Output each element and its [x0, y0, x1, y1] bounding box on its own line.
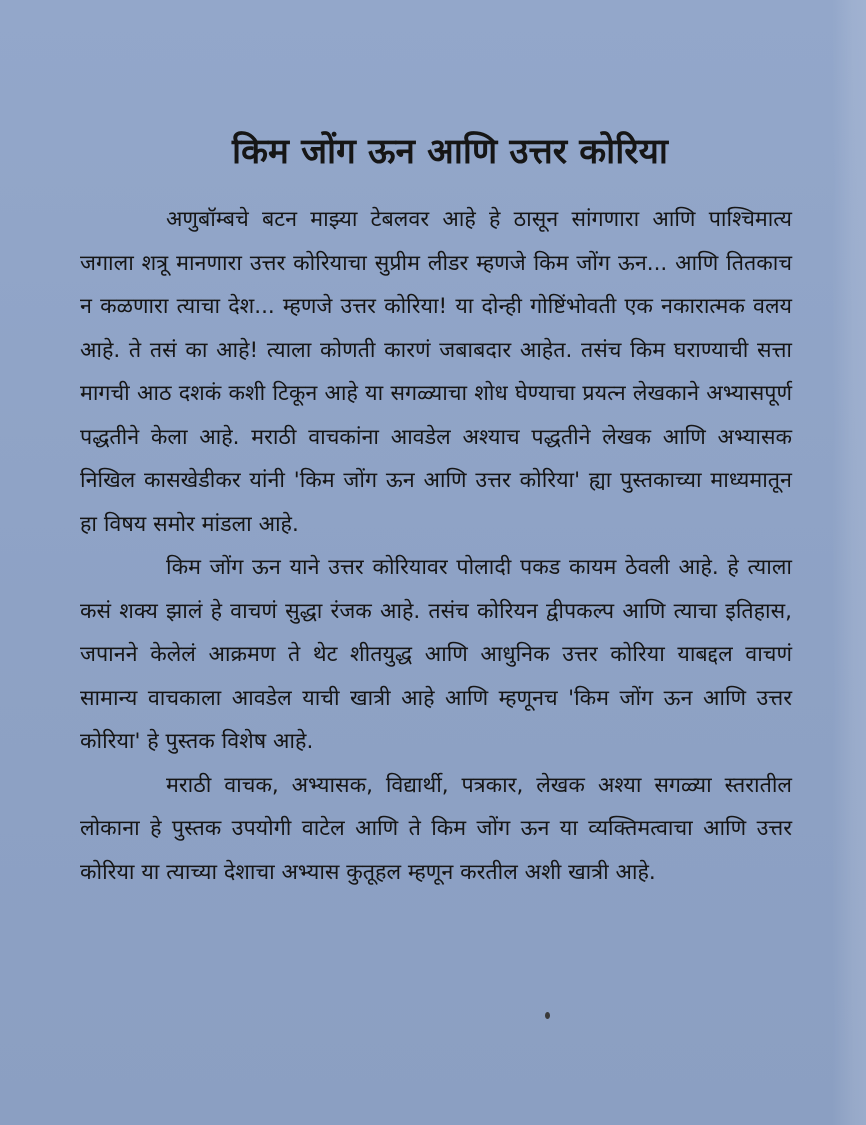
blurb-text	[80, 198, 792, 894]
blurb-paragraph-2: किम जोंग ऊन याने उत्तर कोरियावर पोलादी पकड कायम ठेवली आहे. हे त्याला कसं शक्य झालं हे वाचणं सुद्धा रंजक आहे. तसंच कोरियन द्वीपकल्प आणि त्याचा इतिहास, जपानने केलेलं आक्रमण ते थेट शीतयुद्ध आणि आधुनिक उत्तर कोरिया याबद्दल वाचणं सामान्य वाचकाला आवडेल याची खात्री आहे आणि म्हणूनच 'किम जोंग ऊन आणि उत्तर कोरिया' हे पुस्तक विशेष आहे.	[80, 555, 792, 754]
blurb-paragraph-1: अणुबॉम्बचे बटन माझ्या टेबलवर आहे हे ठासून सांगणारा आणि पाश्चिमात्य जगाला शत्रू मानणारा उत्तर कोरियाचा सुप्रीम लीडर म्हणजे किम जोंग ऊन... आणि तितकाच न कळणारा त्याचा देश... म्हणजे उत्तर कोरिया! या दोन्ही गोष्टिंभोवती एक नकारात्मक वलय आहे. ते तसं का आहे! त्याला कोणती कारणं जबाबदार आहेत. तसंच किम घराण्याची सत्ता मागची आठ दशकं कशी टिकून आहे या सगळ्याचा शोध घेण्याचा प्रयत्न लेखकाने अभ्यासपूर्ण पद्धतीने केला आहे. मराठी वाचकांना आवडेल अश्याच पद्धतीने लेखक आणि अभ्यासक निखिल कासखेडीकर यांनी 'किम जोंग ऊन आणि उत्तर कोरिया' ह्या पुस्तकाच्या माध्यमातून हा विषय समोर मांडला आहे.	[80, 207, 792, 537]
book-title: किम जोंग ऊन आणि उत्तर कोरिया	[232, 132, 668, 172]
print-speck	[545, 1012, 550, 1019]
blurb-paragraph-3: मराठी वाचक, अभ्यासक, विद्यार्थी, पत्रकार, लेखक अश्या सगळ्या स्तरातील लोकाना हे पुस्तक उपयोगी वाटेल आणि ते किम जोंग ऊन या व्यक्तिमत्वाचा आणि उत्तर कोरिया या त्याच्या देशाचा अभ्यास कुतूहल म्हणून करतील अशी खात्री आहे.	[80, 772, 792, 885]
